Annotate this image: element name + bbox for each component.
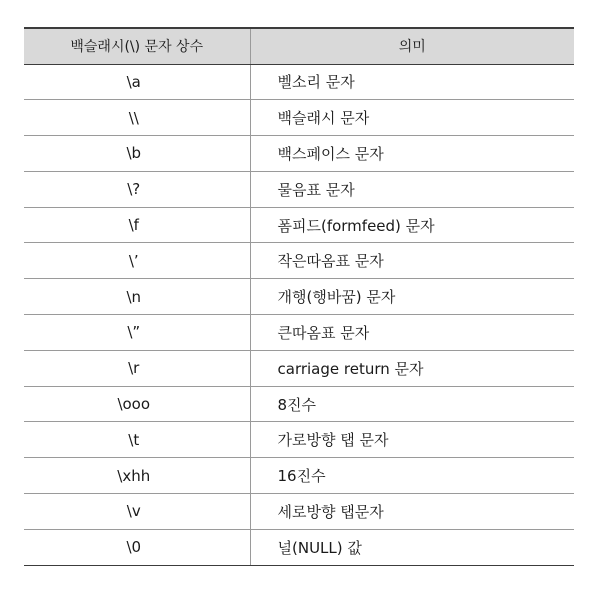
meaning-cell: 작은따옴표 문자 xyxy=(250,243,574,279)
meaning-cell: 폼피드(formfeed) 문자 xyxy=(250,207,574,243)
escape-constant-cell: \’ xyxy=(24,243,250,279)
meaning-cell: 백스페이스 문자 xyxy=(250,136,574,172)
escape-sequence-table-container xyxy=(24,27,574,566)
meaning-cell: 널(NULL) 값 xyxy=(250,529,574,565)
table-row xyxy=(24,64,574,100)
table-row xyxy=(24,279,574,315)
meaning-cell: 백슬래시 문자 xyxy=(250,100,574,136)
table-row xyxy=(24,458,574,494)
meaning-cell: carriage return 문자 xyxy=(250,350,574,386)
meaning-cell: 큰따옴표 문자 xyxy=(250,315,574,351)
escape-constant-cell: \t xyxy=(24,422,250,458)
escape-constant-cell: \n xyxy=(24,279,250,315)
meaning-cell: 벨소리 문자 xyxy=(250,64,574,100)
escape-constant-cell: \? xyxy=(24,171,250,207)
table-row xyxy=(24,243,574,279)
table-row xyxy=(24,422,574,458)
table-row xyxy=(24,207,574,243)
escape-sequence-table xyxy=(24,27,574,566)
escape-constant-cell: \\ xyxy=(24,100,250,136)
meaning-cell: 8진수 xyxy=(250,386,574,422)
table-row xyxy=(24,315,574,351)
escape-constant-cell: \b xyxy=(24,136,250,172)
escape-constant-cell: \v xyxy=(24,494,250,530)
escape-constant-cell: \a xyxy=(24,64,250,100)
table-row xyxy=(24,350,574,386)
escape-constant-cell: \0 xyxy=(24,529,250,565)
escape-constant-cell: \” xyxy=(24,315,250,351)
table-row xyxy=(24,529,574,565)
table-row xyxy=(24,171,574,207)
table-row xyxy=(24,136,574,172)
table-header xyxy=(24,28,574,64)
escape-constant-cell: \r xyxy=(24,350,250,386)
meaning-cell: 세로방향 탭문자 xyxy=(250,494,574,530)
table-row xyxy=(24,386,574,422)
header-row xyxy=(24,28,574,64)
escape-constant-cell: \ooo xyxy=(24,386,250,422)
table-body xyxy=(24,64,574,565)
table-row xyxy=(24,100,574,136)
meaning-cell: 16진수 xyxy=(250,458,574,494)
meaning-cell: 가로방향 탭 문자 xyxy=(250,422,574,458)
column-header-meaning: 의미 xyxy=(250,28,574,64)
meaning-cell: 개행(행바꿈) 문자 xyxy=(250,279,574,315)
escape-constant-cell: \xhh xyxy=(24,458,250,494)
column-header-constant: 백슬래시(\) 문자 상수 xyxy=(24,28,250,64)
escape-constant-cell: \f xyxy=(24,207,250,243)
meaning-cell: 물음표 문자 xyxy=(250,171,574,207)
table-row xyxy=(24,494,574,530)
